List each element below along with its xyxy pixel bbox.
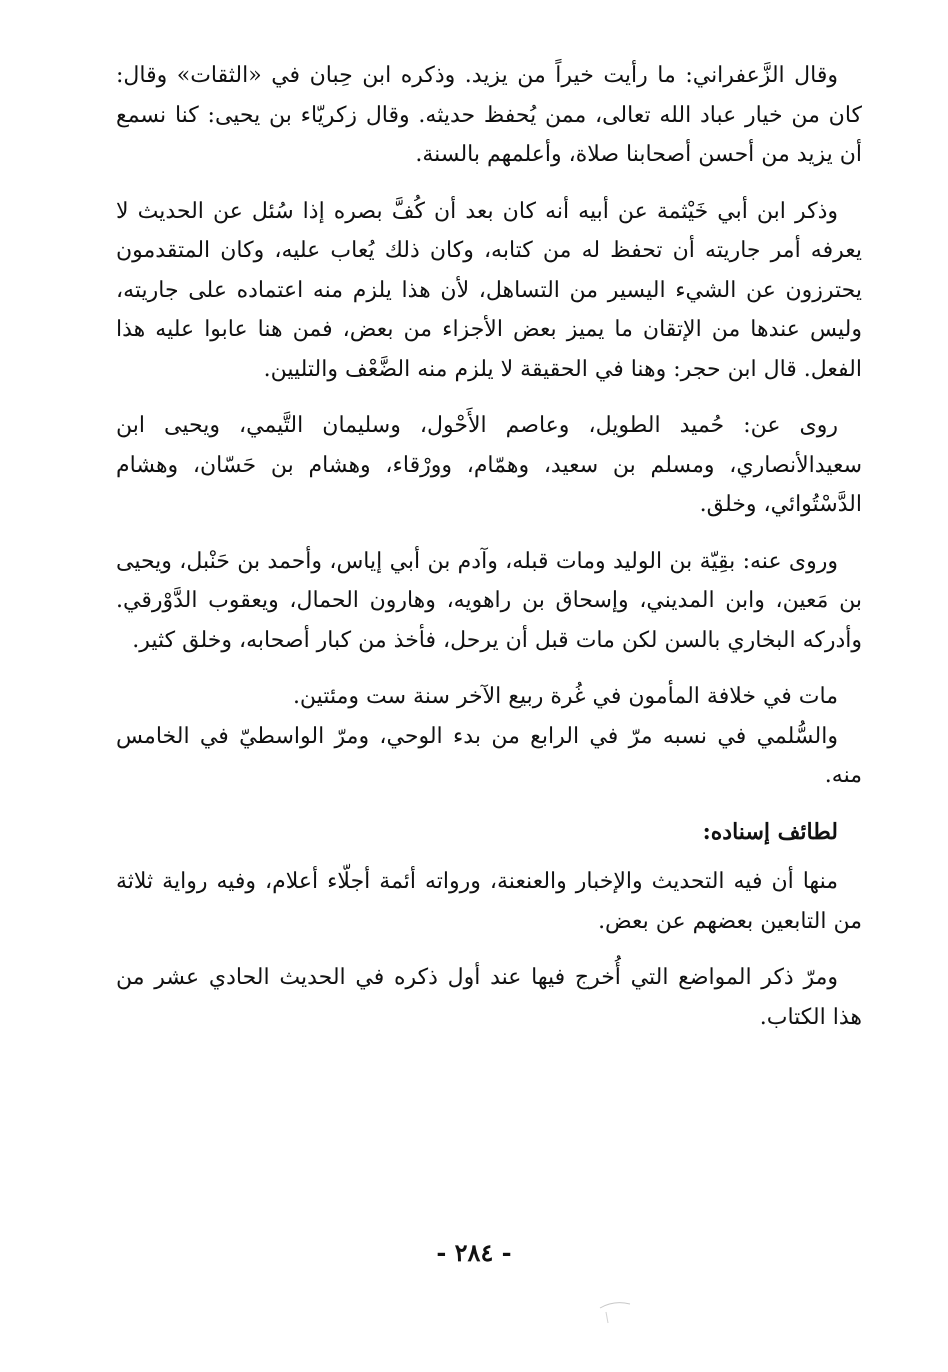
paragraph-narrated-by: وروى عنه: بقِيّة بن الوليد ومات قبله، وآدم بن أبي إياس، وأحمد بن حَنْبل، ويحيى بن مَعين، وابن المديني، وإسحاق بن راهويه، وهارون الحمال، ويعقوب الدَّوْرقي. وأدركه البخاري بالسن لكن مات قبل أن يرحل، فأخذ من كبار أصحابه، وخلق كثير.: [116, 548, 862, 653]
paragraph-cross-reference: ومرّ ذكر المواضع التي أُخرج فيها عند أول ذكره في الحديث الحادي عشر من هذا الكتاب.: [116, 965, 862, 1030]
paragraph-isnad-notes: منها أن فيه التحديث والإخبار والعنعنة، ورواته أئمة أجلّاء أعلام، وفيه رواية ثلاثة من التابعين بعضهم عن بعض.: [116, 869, 862, 934]
section-heading: لطائف إسناده:: [702, 818, 838, 845]
body-text: [116, 56, 862, 1054]
page-number: - ٢٨٤ -: [436, 1238, 512, 1267]
paragraph-ibn-abi-khaythama: وذكر ابن أبي خَيْثمة عن أبيه أنه كان بعد أن كُفَّ بصره إذا سُئل عن الحديث لا يعرفه أمر جاريته أن تحفظ له من كتابه، وكان ذلك يُعاب عليه، وكان المتقدمون يحترزون عن الشيء اليسير من التساهل، لأن هذا يلزم منه اعتماده على جاريته، وليس عندها من الإتقان ما يميز بعض الأجزاء من بعض، فمن هنا عابوا عليه هذا الفعل. قال ابن حجر: وهنا في الحقيقة لا يلزم منه الضَّعْف والتليين.: [116, 198, 862, 382]
paragraph-zafarani: وقال الزَّعفراني: ما رأيت خيراً من يزيد. وذكره ابن حِبان في «الثقات» وقال: كان من خيار عباد الله تعالى، ممن يُحفظ حديثه. وقال زكريّاء بن يحيى: كنا نسمع أن يزيد من أحسن أصحابنا صلاة، وأعلمهم بالسنة.: [116, 63, 862, 167]
paragraph-sulami: والسُّلمي في نسبه مرّ في الرابع من بدء الوحي، ومرّ الواسطيّ في الخامس منه.: [116, 723, 862, 788]
paragraph-death: مات في خلافة المأمون في غُرة ربيع الآخر سنة ست ومئتين.: [292, 684, 838, 709]
paragraph-narrated-from: روى عن: حُميد الطويل، وعاصم الأَحْول، وسليمان التَّيمي، ويحيى ابن سعيدالأنصاري، ومسلم بن سعيد، وهمّام، وورْقاء، وهشام بن حَسّان، وهشام الدَّسْتُوائي، وخلق.: [116, 413, 862, 517]
scan-mark-icon: [596, 1296, 636, 1326]
